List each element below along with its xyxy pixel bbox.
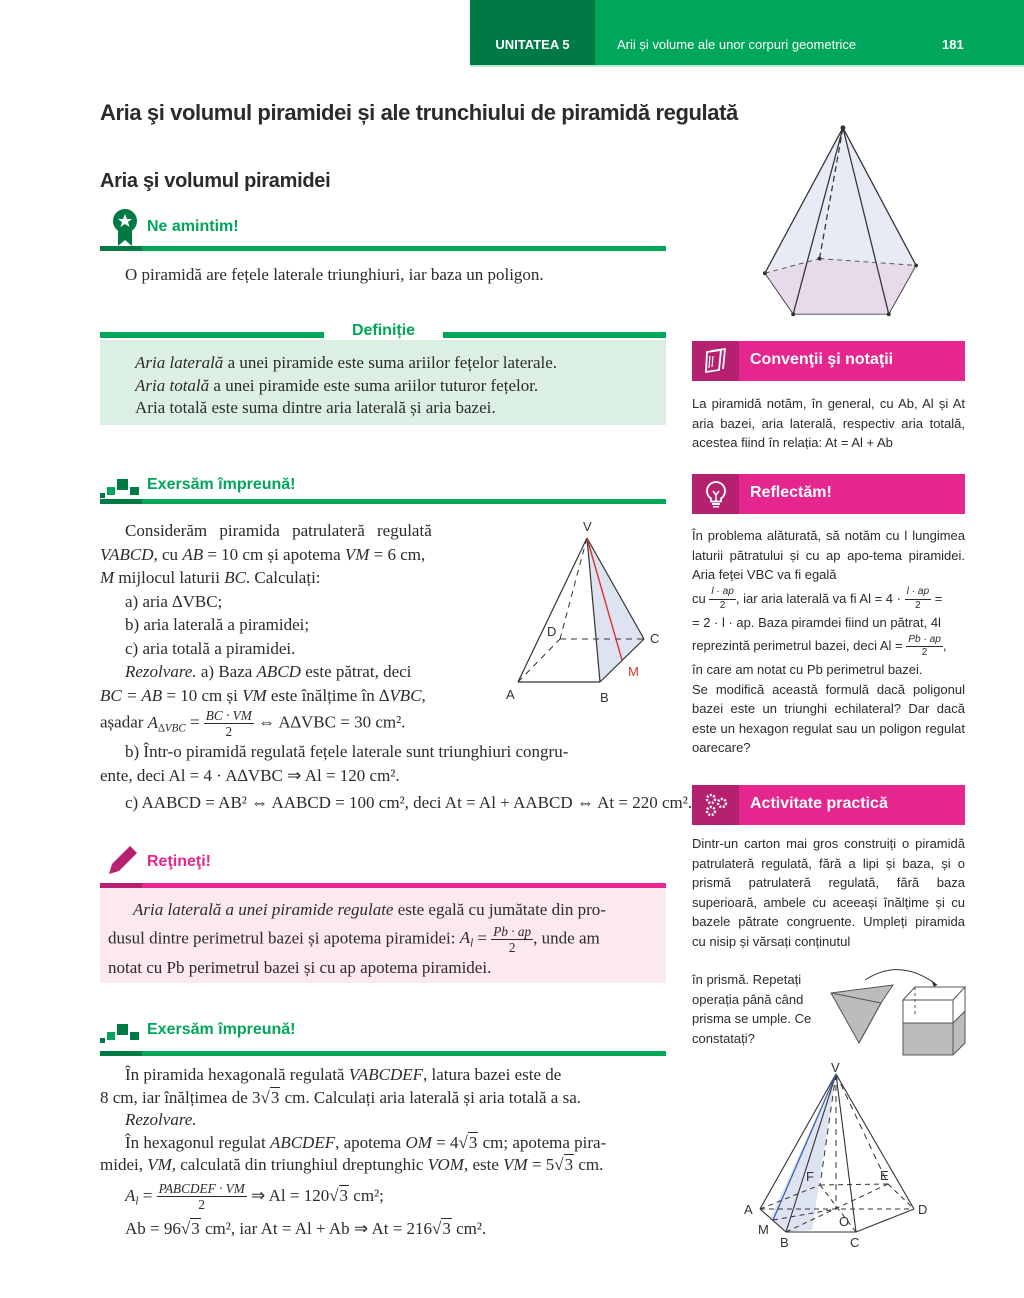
hexagonal-pyramid-figure	[740, 1062, 940, 1252]
label-d: D	[547, 624, 557, 639]
award-ribbon-icon	[112, 208, 138, 248]
label-b: B	[780, 1235, 789, 1250]
label-m: M	[758, 1222, 769, 1237]
label-d: D	[918, 1202, 928, 1217]
formula-unit: cm².	[451, 1218, 487, 1238]
square-pyramid-figure	[500, 518, 675, 703]
reflectam-text: În problema alăturată, să notăm cu l lungimea laturii pătratului și cu ap apo-tema piramidei. Aria feței VBC va fi egală cu $\frac{l \cdot ap}{2}$ , iar aria laterală va fi Al = 4 · $\frac{l \cdot ap}{2}$ = = 2 · l · ap. Baza piramdei fiind un pătrat, 4l reprezintă perimetrul bazei, deci Al = $\frac{Pb \cdot ap}{2}$ , în care am notat cu Pb perimetrul bazei. Se modifică această formulă dacă poligonul bazei este un triunghi echilateral? Dar dacă este un hexagon regulat sau un poligon regulat oarecare?	[692, 528, 965, 755]
label-a: A	[506, 687, 515, 702]
label-f: F	[806, 1169, 814, 1184]
page-number: 181	[942, 37, 964, 52]
label-c: C	[650, 631, 660, 646]
lightbulb-icon	[705, 480, 727, 508]
exersam-header-1	[100, 470, 666, 505]
fraction-pabcdef-vm: $\frac{\text{PABCDEF · VM}}{2}$	[158, 1180, 245, 1213]
definition-label: Definiție	[351, 322, 416, 339]
label-v: V	[831, 1062, 840, 1075]
fraction-pb-ap: $\frac{Pb \cdot ap}{2}$	[493, 923, 532, 955]
section-title: Aria şi volumul piramidei	[100, 170, 331, 192]
steps-icon	[100, 1020, 142, 1044]
label-o: O	[839, 1214, 850, 1229]
formula-total-area: Ab = 96√3 cm², iar At = Al + Ab ⇒ At = 216√3 cm².	[125, 1218, 487, 1238]
reflectam-header	[692, 474, 965, 514]
formula-at: cm², iar At = Al + Ab ⇒ At = 216	[200, 1218, 433, 1238]
retineti-header	[100, 845, 666, 890]
exercise-2-text: În piramida hexagonală regulată VABCDEF, latura bazei este de 8 cm, iar înălțimea de 3√3 cm. Calculați aria laterală și aria totală a sa. Rezolvare. În hexagonul regulat ABCDEF, apotema OM = 4√3 cm; apotema pira- midei, VM, calculată din triunghiul dreptunghic VOM, este VM = 5√3 cm. $A_l$ = $\frac{\text{PABCDEF · VM}}{2}$ ⇒ Al = 120√3 cm²; Ab = 96√3 cm², iar At = Al + Ab ⇒ At = 216√3 cm².	[100, 1064, 666, 1240]
conventii-header	[692, 341, 965, 381]
label-m: M	[628, 664, 639, 679]
pentagonal-pyramid-figure	[755, 122, 925, 322]
ne-amintim-header	[100, 208, 666, 253]
activitate-label: Activitate practică	[750, 795, 888, 812]
running-header	[470, 0, 1024, 65]
pencil-icon	[108, 845, 138, 875]
conventii-label: Convenţii şi notaţii	[750, 351, 894, 368]
task-c: c) aria totală a piramidei.	[125, 638, 296, 658]
unit-label: UNITATEA 5	[470, 0, 595, 65]
gears-icon	[702, 791, 730, 819]
pyramid-to-prism-figure	[825, 965, 970, 1060]
label-c: C	[850, 1235, 860, 1250]
label-a: A	[744, 1202, 753, 1217]
exersam-header-2	[100, 1015, 666, 1055]
reflectam-label: Reflectăm!	[750, 484, 832, 501]
ne-amintim-label: Ne amintim!	[147, 218, 239, 235]
label-b: B	[600, 690, 609, 703]
label-e: E	[880, 1168, 889, 1183]
task-a: a) aria ∆VBC;	[125, 591, 223, 611]
exercise-1-statement: Considerăm piramida patrulateră regulată VABCD, cu AB = 10 cm și apotema VM = 6 cm, M mijlocul laturii BC. Calculați: a) aria ∆VBC; b) aria laterală a piramidei; c) aria totală a piramidei. Rezolvare. a) Baza ABCD este pătrat, deci BC = AB = 10 cm și VM este înălțime în ∆VBC, așadar $A_{\Delta VBC}$ = $\frac{BC \cdot VM}{2}$ ⇔ A∆VBC = 30 cm².	[100, 519, 472, 740]
task-b: b) aria laterală a piramidei;	[125, 615, 310, 634]
label-v: V	[583, 519, 592, 534]
activitate-text: Dintr-un carton mai gros construiți o piramidă patrulateră regulată, fără a lipi și baza, și o prismă patrulateră regulată, fără baza superioară, ambele cu aceeași înălțime și cu bazele pătrate congruente. Umpleți piramida cu nisip și vărsați conținutul	[692, 836, 965, 949]
conventii-text: La piramidă notăm, în general, cu Ab, Al și At aria bazei, aria laterală, respectiv aria totală, acestea fiind în relația: At = Al + Ab	[692, 396, 965, 450]
exercise-1-solution-bc: b) Într-o piramidă regulată fețele laterale sunt triunghiuri congru- ente, deci Al = 4 · A∆VBC ⇒ Al = 120 cm². c) AABCD = AB² ⇔ AABCD = 100 cm², deci At = Al + AABCD ⇔ At = 220 cm².	[100, 742, 693, 812]
book-icon	[704, 348, 728, 374]
exersam-label-2: Exersăm împreună!	[147, 1021, 296, 1038]
retineti-label: Reţineţi!	[147, 853, 211, 870]
ne-amintim-text: O piramidă are fețele laterale triunghiuri, iar baza un poligon.	[125, 265, 544, 284]
exersam-label-1: Exersăm împreună!	[147, 476, 296, 493]
activitate-text-2: în prismă. Repetați operația până când prisma se umple. Ce constatați?	[692, 972, 812, 1046]
chapter-title: Arii și volume ale unor corpuri geometrice	[617, 37, 857, 52]
activitate-header	[692, 785, 965, 825]
formula-ab: Ab = 96	[125, 1218, 181, 1238]
page-title: Aria şi volumul piramidei și ale trunchiului de piramidă regulată	[100, 100, 738, 125]
definition-text: Aria laterală a unei piramide este suma ariilor fețelor laterale. Aria totală a unei piramide este suma ariilor tuturor fețelor. Aria totală este suma dintre aria laterală și aria bazei.	[135, 353, 558, 417]
face-vbc-shade	[587, 538, 644, 682]
sqrt-symbol: √3	[260, 1087, 280, 1107]
steps-icon	[100, 475, 142, 499]
fraction-bc-vm: $\frac{BC \cdot VM}{2}$	[205, 708, 252, 740]
retineti-text: Aria laterală a unei piramide regulate este egală cu jumătate din pro- dusul dintre perimetrul bazei și apotema piramidei: $A_l$ = $\frac{Pb \cdot ap}{2}$ , unde am notat cu Pb perimetrul bazei și cu ap apotema piramidei.	[108, 900, 606, 977]
header-divider	[470, 65, 1024, 67]
